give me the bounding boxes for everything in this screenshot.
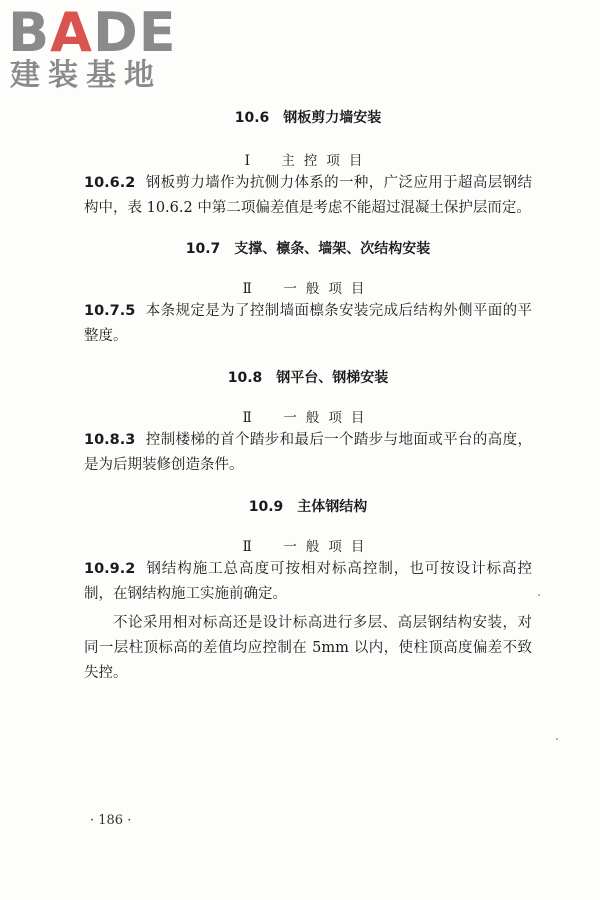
clause-paragraph <box>84 557 532 607</box>
clause-number: 10.9.2 <box>84 561 136 577</box>
clause-paragraph <box>84 171 532 221</box>
clause-text: 钢板剪力墙作为抗侧力体系的一种，广泛应用于超高层钢结构中，表 10.6.2 中第二项偏差值是考虑不能超过混凝土保护层而定。 <box>84 175 532 216</box>
clause-text: 本条规定是为了控制墙面檩条安装完成后结构外侧平面的平整度。 <box>84 303 532 344</box>
document-body <box>84 104 532 686</box>
scan-speck <box>556 738 558 740</box>
clause-text: 控制楼梯的首个踏步和最后一个踏步与地面或平台的高度，是为后期装修创造条件。 <box>84 432 532 473</box>
logo-subtitle: 建装基地 <box>10 58 162 93</box>
sub-heading: Ⅱ 一般项目 <box>242 539 374 555</box>
bade-logo <box>8 1 178 96</box>
clause-number: 10.8.3 <box>84 432 136 448</box>
scan-speck <box>538 594 540 596</box>
sub-heading: Ⅰ 主控项目 <box>244 153 372 169</box>
logo-wordmark: BADE <box>8 1 177 64</box>
section-title: 10.9 主体钢结构 <box>248 499 368 515</box>
section-title: 10.8 钢平台、钢梯安装 <box>227 370 389 386</box>
clause-text: 钢结构施工总高度可按相对标高控制，也可按设计标高控制，在钢结构施工实施前确定。 <box>84 561 532 602</box>
clause-number: 10.6.2 <box>84 175 136 191</box>
sub-heading: Ⅱ 一般项目 <box>242 281 374 297</box>
clause-number: 10.7.5 <box>84 303 136 319</box>
page-number: · 186 · <box>90 813 132 828</box>
section-title: 10.6 钢板剪力墙安装 <box>234 110 382 126</box>
sub-heading: Ⅱ 一般项目 <box>242 410 374 426</box>
clause-paragraph <box>84 299 532 349</box>
clause-paragraph <box>84 428 532 478</box>
section-title: 10.7 支撑、檩条、墙架、次结构安装 <box>185 241 431 257</box>
body-paragraph: 不论采用相对标高还是设计标高进行多层、高层钢结构安装，对同一层柱顶标高的差值均应控制在 5mm 以内，使柱顶高度偏差不致失控。 <box>84 615 532 681</box>
